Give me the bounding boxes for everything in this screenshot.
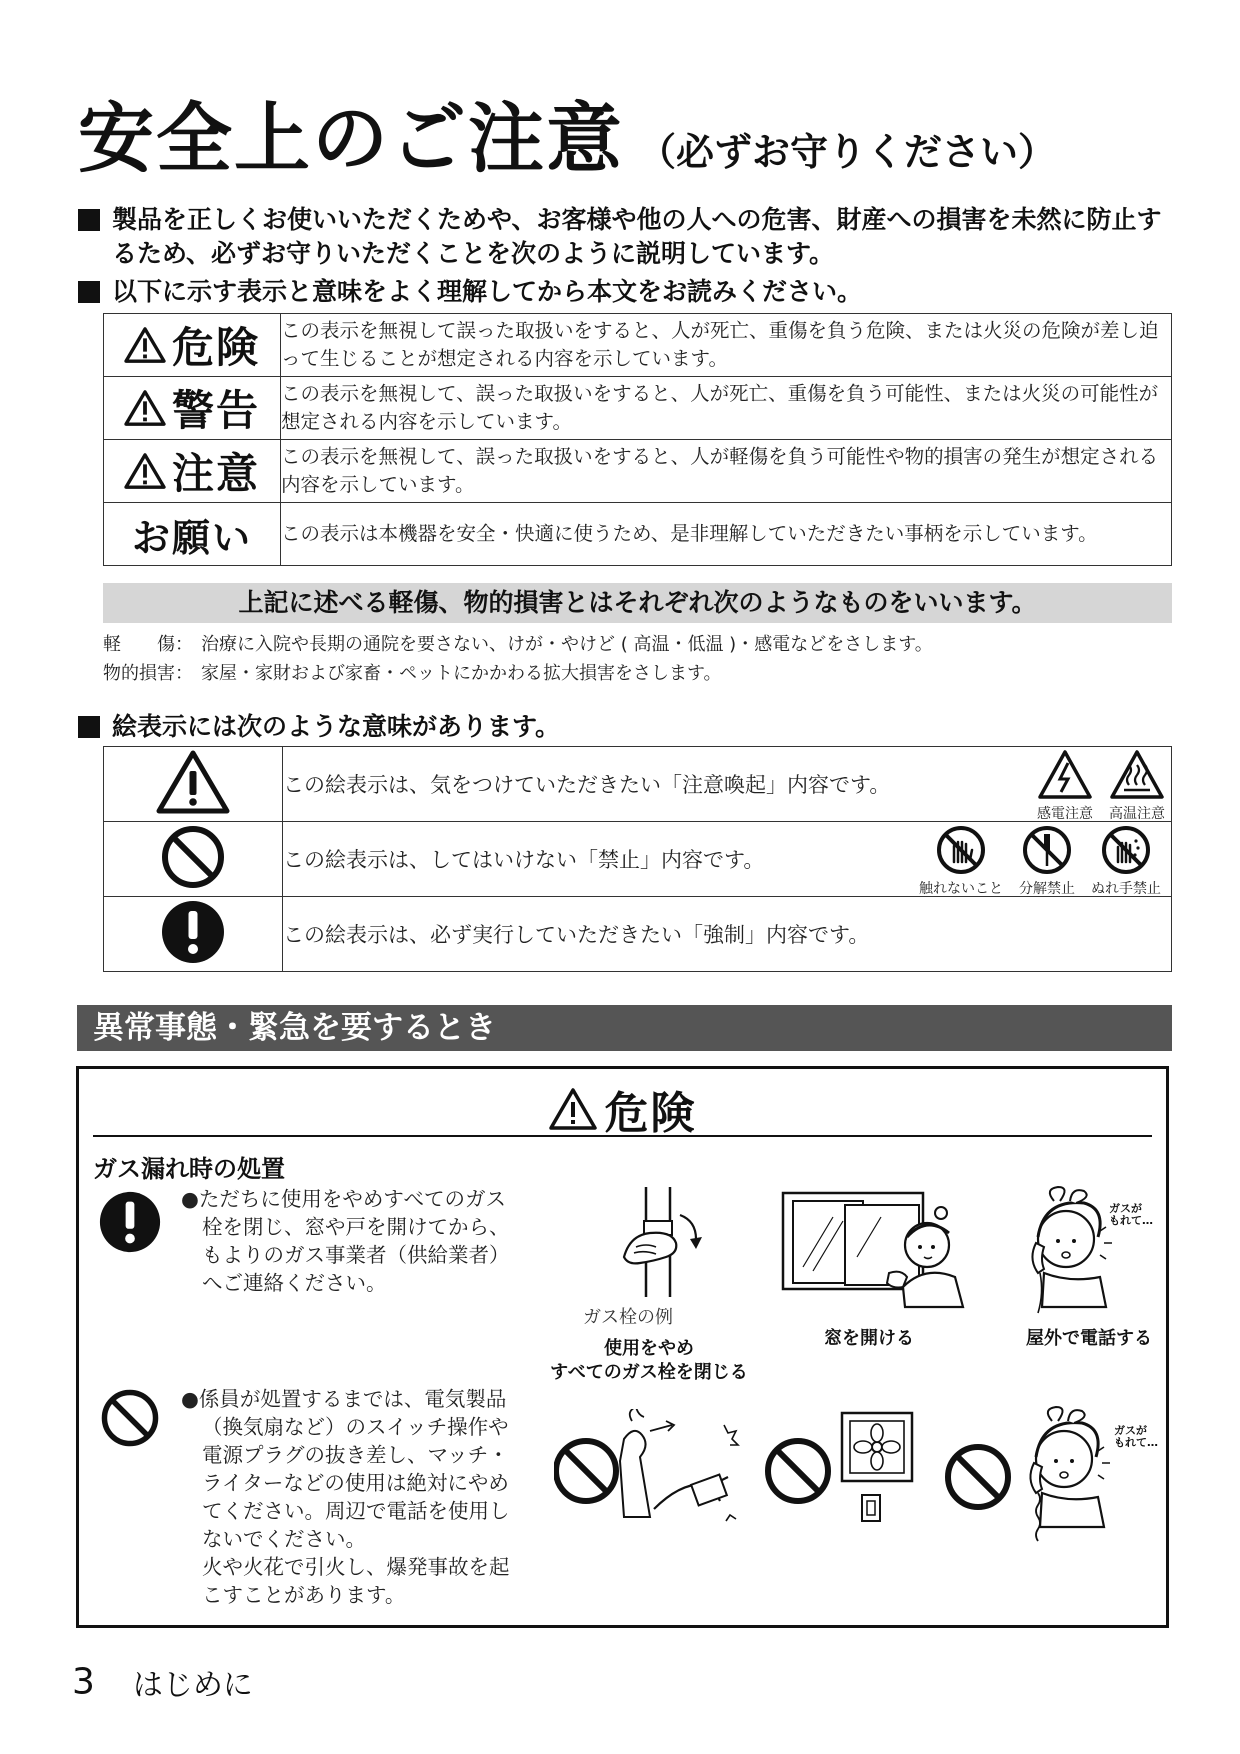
instruction-close-valves bbox=[181, 1185, 510, 1297]
definition-text: 治療に入院や長期の通院を要さない、けが・やけど ( 高温・低温 )・感電などをさします。 bbox=[201, 634, 933, 655]
square-bullet-icon bbox=[78, 716, 100, 738]
speech-line: ガスが bbox=[1109, 1202, 1142, 1215]
open-window-illustration bbox=[779, 1187, 969, 1327]
definition-term: 物的損害： bbox=[103, 663, 193, 684]
sub-icon-hot bbox=[1109, 749, 1165, 823]
caution-triangle-icon bbox=[124, 389, 166, 427]
intro-text-2: 以下に示す表示と意味をよく理解してから本文をお読みください。 bbox=[112, 277, 863, 306]
definition-property-damage bbox=[103, 659, 933, 688]
caption-close-valves bbox=[519, 1337, 779, 1385]
sub-icon-no-touch bbox=[919, 824, 1003, 898]
caution-triangle-icon bbox=[124, 452, 166, 490]
instruction-line: （換気扇など）のスイッチ操作や bbox=[202, 1415, 509, 1439]
definition-minor-injury bbox=[103, 630, 933, 659]
pictogram-row-prohibit bbox=[104, 822, 1172, 897]
signal-word: 危険 bbox=[171, 323, 260, 372]
instruction-line: てください。周辺で電話を使用し bbox=[202, 1499, 510, 1523]
signal-desc: この表示を無視して、誤った取扱いをすると、人が死亡、重傷を負う可能性、または火災の可能性が想定される内容を示しています。 bbox=[281, 377, 1172, 440]
definitions bbox=[103, 630, 933, 688]
speech-line: ガスが bbox=[1114, 1424, 1147, 1437]
pictogram-icon-cell bbox=[104, 747, 283, 822]
gas-valve-caption: ガス栓の例 bbox=[583, 1307, 673, 1328]
caution-triangle-icon bbox=[549, 1087, 597, 1131]
danger-word: 危険 bbox=[604, 1088, 697, 1139]
instruction-line: もよりのガス事業者（供給業者） bbox=[202, 1243, 510, 1267]
speech-bubble bbox=[1109, 1203, 1153, 1227]
instruction-line: ●ただちに使用をやめすべてのガス bbox=[181, 1187, 506, 1211]
no-touch-icon bbox=[934, 824, 988, 876]
title-main: 安全上のご注意 bbox=[78, 94, 624, 183]
caution-triangle-icon bbox=[124, 326, 166, 364]
signal-label-cell bbox=[104, 440, 281, 503]
sub-icon-label: 高温注意 bbox=[1109, 806, 1165, 822]
speech-line: もれて… bbox=[1109, 1214, 1153, 1227]
pictogram-desc-cell bbox=[283, 897, 1172, 972]
intro-bullet-1 bbox=[78, 203, 1178, 271]
signal-desc: この表示を無視して、誤った取扱いをすると、人が軽傷を負う可能性や物的損害の発生が想定される内容を示しています。 bbox=[281, 440, 1172, 503]
prohibit-circle-icon bbox=[99, 1387, 161, 1449]
sub-icon-label: ぬれ手禁止 bbox=[1091, 881, 1161, 897]
pictogram-row-caution bbox=[104, 747, 1172, 822]
pictogram-icon-cell bbox=[104, 897, 283, 972]
caution-triangle-icon bbox=[155, 749, 231, 815]
instruction-line: ●係員が処置するまでは、電気製品 bbox=[181, 1387, 507, 1411]
signal-row-request bbox=[104, 503, 1172, 566]
section-header: 異常事態・緊急を要するとき bbox=[77, 1005, 1172, 1051]
no-plug-lighter-illustration bbox=[554, 1409, 754, 1539]
instruction-line: 栓を閉じ、窓や戸を開けてから、 bbox=[202, 1215, 510, 1239]
intro-bullets bbox=[78, 203, 1178, 309]
definition-term: 軽 傷： bbox=[103, 634, 193, 655]
caption-open-window: 窓を開ける bbox=[824, 1328, 914, 1349]
sub-icon-no-wet-hands bbox=[1091, 824, 1161, 898]
pictogram-row-mandatory bbox=[104, 897, 1172, 972]
sub-icon-electric bbox=[1037, 749, 1093, 823]
definition-text: 家屋・家財および家畜・ペットにかかわる拡大損害をさします。 bbox=[201, 663, 722, 684]
pictogram-heading-text: 絵表示には次のような意味があります。 bbox=[112, 712, 561, 741]
signal-label-cell bbox=[104, 503, 281, 566]
prohibit-circle-icon bbox=[159, 823, 227, 891]
signal-row-caution bbox=[104, 440, 1172, 503]
square-bullet-icon bbox=[78, 209, 100, 231]
page-number: 3 bbox=[72, 1661, 95, 1703]
no-disassembly-icon bbox=[1020, 824, 1074, 876]
chapter-name: はじめに bbox=[132, 1668, 253, 1703]
electric-shock-icon bbox=[1037, 749, 1093, 801]
square-bullet-icon bbox=[78, 281, 100, 303]
pictogram-desc-cell bbox=[283, 822, 1172, 897]
high-temperature-icon bbox=[1109, 749, 1165, 801]
page-title bbox=[78, 78, 1056, 187]
instruction-line: ライターなどの使用は絶対にやめ bbox=[202, 1471, 509, 1495]
caption-line: 使用をやめ bbox=[604, 1338, 694, 1359]
signal-word: 警告 bbox=[171, 386, 260, 435]
sub-icon-label: 触れないこと bbox=[919, 881, 1003, 897]
caption-outdoor-phone: 屋外で電話する bbox=[1026, 1328, 1152, 1349]
caption-line: すべてのガス栓を閉じる bbox=[550, 1362, 748, 1383]
danger-box bbox=[76, 1066, 1169, 1628]
instruction-line: 火や火花で引火し、爆発事故を起 bbox=[202, 1555, 510, 1579]
signal-word: お願い bbox=[131, 515, 252, 560]
mandatory-exclamation-icon bbox=[97, 1189, 163, 1255]
sub-icon-label: 感電注意 bbox=[1037, 806, 1093, 822]
signal-word: 注意 bbox=[171, 449, 260, 498]
pictogram-desc: この絵表示は、気をつけていただきたい「注意喚起」内容です。 bbox=[283, 773, 891, 797]
speech-bubble bbox=[1114, 1425, 1158, 1449]
signal-row-danger bbox=[104, 314, 1172, 377]
pictogram-desc: この絵表示は、してはいけない「禁止」内容です。 bbox=[283, 848, 765, 872]
title-sub: （必ずお守りください） bbox=[638, 130, 1057, 174]
intro-text-1: 製品を正しくお使いいただくためや、お客様や他の人への危害、財産への損害を未然に防止するため、必ずお守りいただくことを次のように説明しています。 bbox=[112, 205, 1162, 268]
danger-heading bbox=[93, 1077, 1152, 1137]
note-band: 上記に述べる軽傷、物的損害とはそれぞれ次のようなものをいいます。 bbox=[103, 583, 1172, 623]
signal-desc: この表示は本機器を安全・快適に使うため、是非理解していただきたい事柄を示しています。 bbox=[281, 503, 1172, 566]
signal-label-cell bbox=[104, 377, 281, 440]
intro-bullet-2 bbox=[78, 275, 1178, 309]
sub-icon-label: 分解禁止 bbox=[1019, 881, 1075, 897]
page-footer bbox=[72, 1660, 253, 1704]
speech-line: もれて… bbox=[1114, 1436, 1158, 1449]
pictogram-desc: この絵表示は、必ず実行していただきたい「強制」内容です。 bbox=[283, 923, 870, 947]
pictogram-icon-cell bbox=[104, 822, 283, 897]
pictogram-heading bbox=[78, 710, 560, 744]
caution-sub-icons bbox=[1021, 749, 1165, 823]
instruction-line: こすことがあります。 bbox=[202, 1583, 406, 1607]
mandatory-exclamation-icon bbox=[159, 898, 227, 966]
signal-word-table bbox=[103, 313, 1172, 566]
pictogram-desc-cell bbox=[283, 747, 1172, 822]
no-wet-hands-icon bbox=[1099, 824, 1153, 876]
sub-icon-no-disassembly bbox=[1019, 824, 1075, 898]
instruction-line: へご連絡ください。 bbox=[202, 1271, 387, 1295]
gas-leak-title: ガス漏れ時の処置 bbox=[93, 1155, 285, 1183]
signal-row-warning bbox=[104, 377, 1172, 440]
instruction-line: 電源プラグの抜き差し、マッチ・ bbox=[202, 1443, 509, 1467]
prohibit-sub-icons bbox=[903, 824, 1161, 898]
no-indoor-phone-illustration bbox=[944, 1399, 1164, 1549]
pictogram-table bbox=[103, 746, 1172, 972]
no-fan-switch-illustration bbox=[764, 1409, 939, 1539]
gas-valve-illustration bbox=[584, 1187, 744, 1297]
signal-label-cell bbox=[104, 314, 281, 377]
instruction-line: ないでください。 bbox=[202, 1527, 366, 1551]
instruction-no-ignition bbox=[181, 1385, 510, 1609]
signal-desc: この表示を無視して誤った取扱いをすると、人が死亡、重傷を負う危険、または火災の危険が差し迫って生じることが想定される内容を示しています。 bbox=[281, 314, 1172, 377]
